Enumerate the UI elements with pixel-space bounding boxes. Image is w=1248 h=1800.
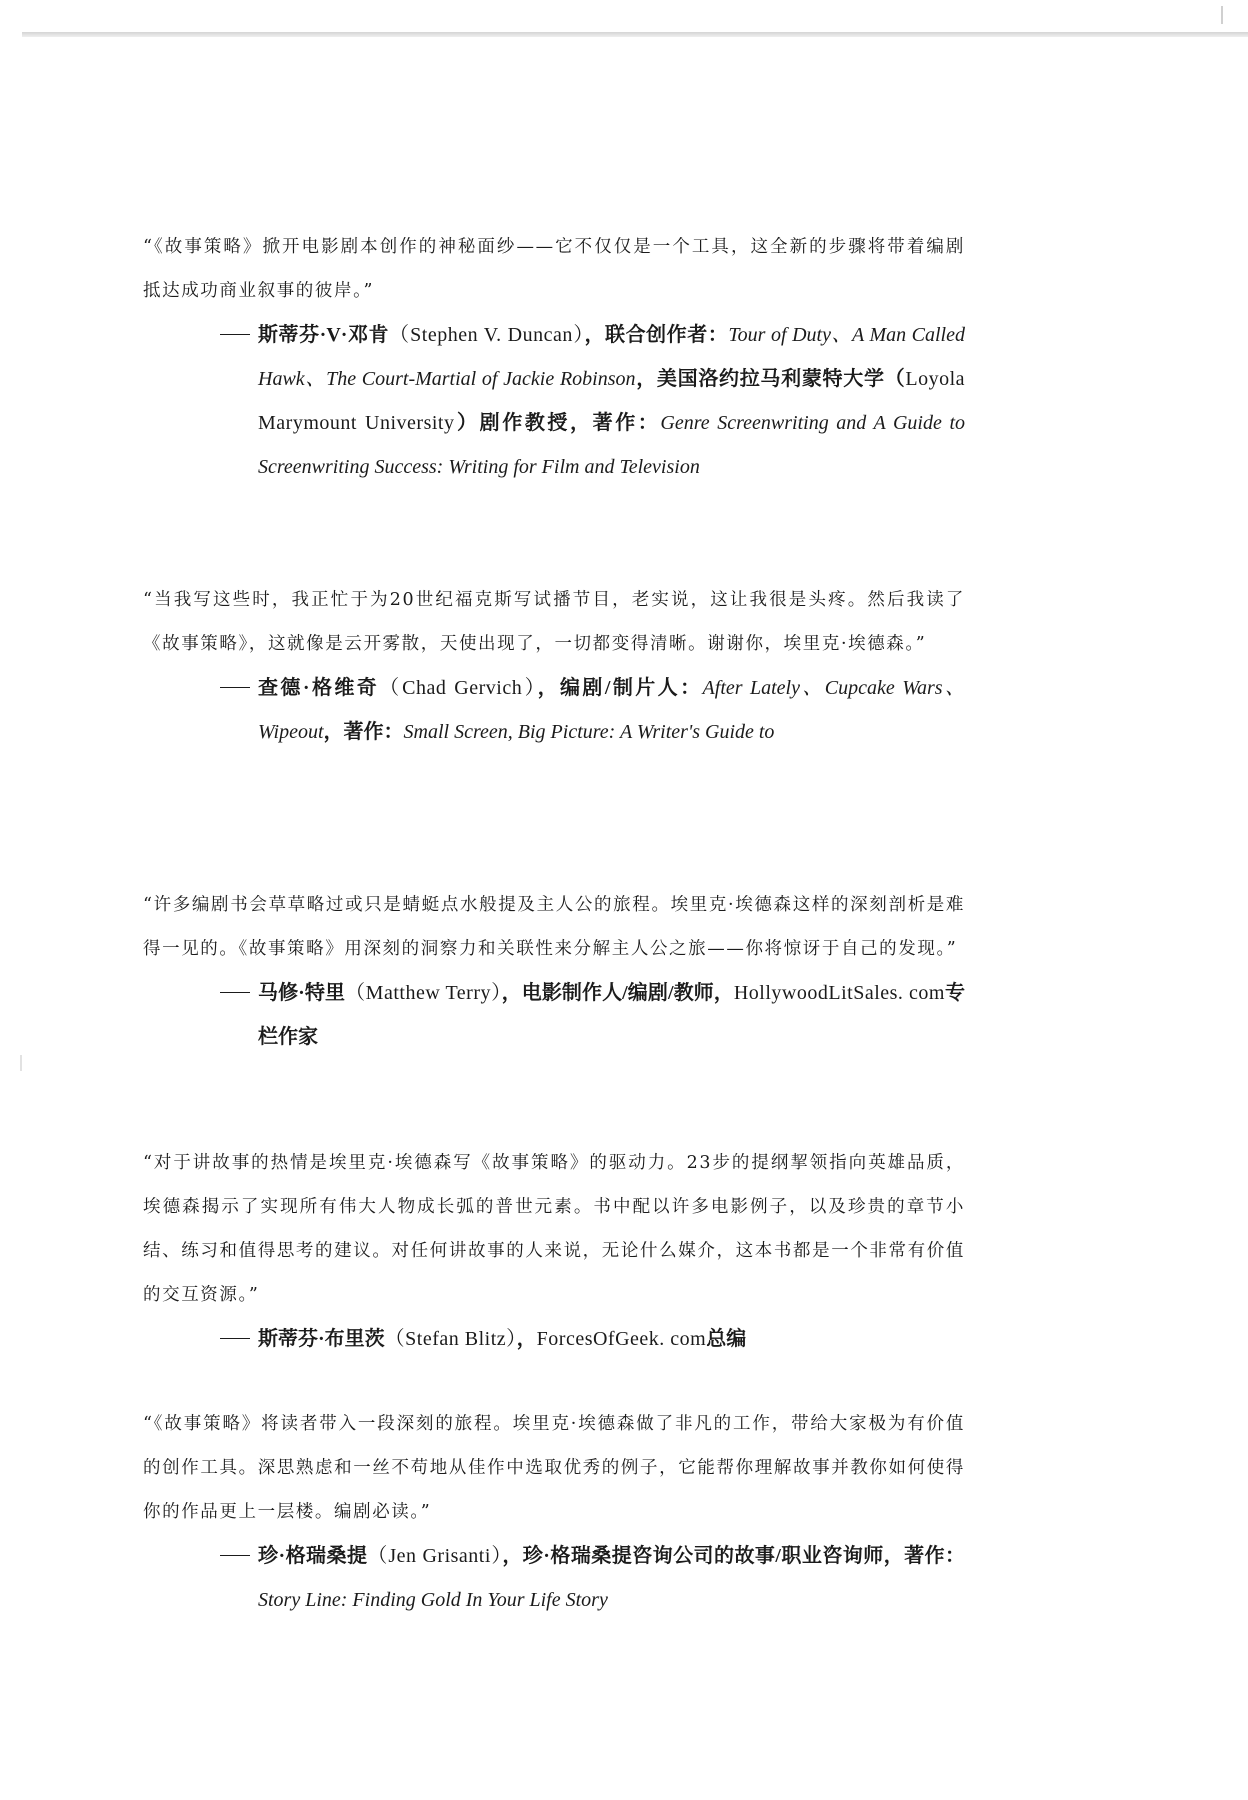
endorsement-duncan — [143, 225, 965, 489]
scan-top-edge — [22, 32, 1248, 37]
author-books: Story Line: Finding Gold In Your Life Story — [258, 1589, 608, 1611]
author-role: ，珍·格瑞桑提咨询公司的故事/职业咨询师，著作： — [502, 1545, 966, 1567]
endorsement-quote: “《故事策略》将读者带入一段深刻的旅程。埃里克·埃德森做了非凡的工作，带给大家极为有价值的创作工具。深思熟虑和一丝不苟地从佳作中选取优秀的例子，它能帮你理解故事并教你如何使得你的作品更上一层楼。编剧必读。” — [143, 1414, 965, 1522]
endorsement-attribution — [143, 666, 965, 754]
author-name-cn: 斯蒂芬·布里茨 — [258, 1328, 385, 1350]
dash-line — [220, 1555, 250, 1556]
endorsement-quote: “《故事策略》掀开电影剧本创作的神秘面纱——它不仅仅是一个工具，这全新的步骤将带着编剧抵达成功商业叙事的彼岸。” — [143, 237, 965, 301]
author-role: ，电影制作人/编剧/教师， — [501, 982, 734, 1004]
author-books: Small Screen, Big Picture: A Writer's Guide to — [403, 721, 775, 743]
scan-artifact-mark — [1221, 6, 1223, 24]
endorsement-quote: “当我写这些时，我正忙于为20世纪福克斯写试播节目，老实说，这让我很是头疼。然后我读了《故事策略》，这就像是云开雾散，天使出现了，一切都变得清晰。谢谢你，埃里克·埃德森。” — [143, 590, 965, 654]
author-name-cn: 斯蒂芬·V·邓肯 — [258, 324, 390, 346]
author-name-cn: 珍·格瑞桑提 — [258, 1545, 368, 1567]
author-role-2: ，美国洛约拉马利蒙特大学（ — [635, 368, 906, 390]
dash-line — [220, 687, 250, 688]
attribution-dash — [143, 313, 258, 489]
author-role-2: 专栏作家 — [258, 982, 966, 1048]
dash-line — [220, 992, 250, 993]
attribution-dash — [143, 971, 258, 1059]
author-name-en: （Stefan Blitz） — [384, 1328, 517, 1350]
author-name-cn: 马修·特里 — [258, 982, 346, 1004]
author-site: HollywoodLitSales. com — [733, 982, 945, 1004]
author-role: ，编剧/制片人： — [537, 677, 703, 699]
author-books: Genre Screenwriting and A Guide to Screenwriting Success: Writing for Film and Television — [258, 412, 966, 478]
author-name-en: （Stephen V. Duncan） — [389, 324, 585, 346]
endorsement-quote: “对于讲故事的热情是埃里克·埃德森写《故事策略》的驱动力。23步的提纲挈领指向英雄品质，埃德森揭示了实现所有伟大人物成长弧的普世元素。书中配以许多电影例子，以及珍贵的章节小结、练习和值得思考的建议。对任何讲故事的人来说，无论什么媒介，这本书都是一个非常有价值的交互资源。” — [143, 1153, 965, 1305]
author-org-en: Loyola Marymount University — [258, 368, 966, 434]
author-role: ， — [516, 1328, 537, 1350]
endorsement-gervich — [143, 578, 965, 754]
endorsement-attribution — [143, 1317, 965, 1361]
author-name-en: （Jen Grisanti） — [367, 1545, 503, 1567]
endorsement-blitz — [143, 1141, 965, 1361]
endorsement-attribution — [143, 971, 965, 1059]
author-role: ，联合创作者： — [584, 324, 729, 346]
endorsement-attribution — [143, 1534, 965, 1622]
author-works: Tour of Duty、A Man Called Hawk、The Court-Martial of Jackie Robinson — [258, 324, 965, 390]
author-role-2: 总编 — [706, 1328, 747, 1350]
endorsement-terry — [143, 883, 965, 1059]
author-role-2: ，著作： — [323, 721, 404, 743]
dash-line — [220, 334, 250, 335]
author-works: After Lately、Cupcake Wars、Wipeout — [258, 677, 966, 743]
dash-line — [220, 1338, 250, 1339]
endorsement-grisanti — [143, 1402, 965, 1622]
author-site: ForcesOfGeek. com — [536, 1328, 707, 1350]
author-name-en: （Matthew Terry） — [345, 982, 502, 1004]
attribution-dash — [143, 1317, 258, 1361]
author-name-en: （Chad Gervich） — [379, 677, 538, 699]
author-name-cn: 查德·格维奇 — [258, 677, 380, 699]
endorsement-quote: “许多编剧书会草草略过或只是蜻蜓点水般提及主人公的旅程。埃里克·埃德森这样的深刻剖析是难得一见的。《故事策略》用深刻的洞察力和关联性来分解主人公之旅——你将惊讶于自己的发现。” — [143, 895, 965, 959]
scan-artifact-speck — [20, 1055, 22, 1071]
endorsement-attribution — [143, 313, 965, 489]
attribution-dash — [143, 666, 258, 754]
author-role-3: ）剧作教授，著作： — [454, 412, 661, 434]
attribution-dash — [143, 1534, 258, 1622]
